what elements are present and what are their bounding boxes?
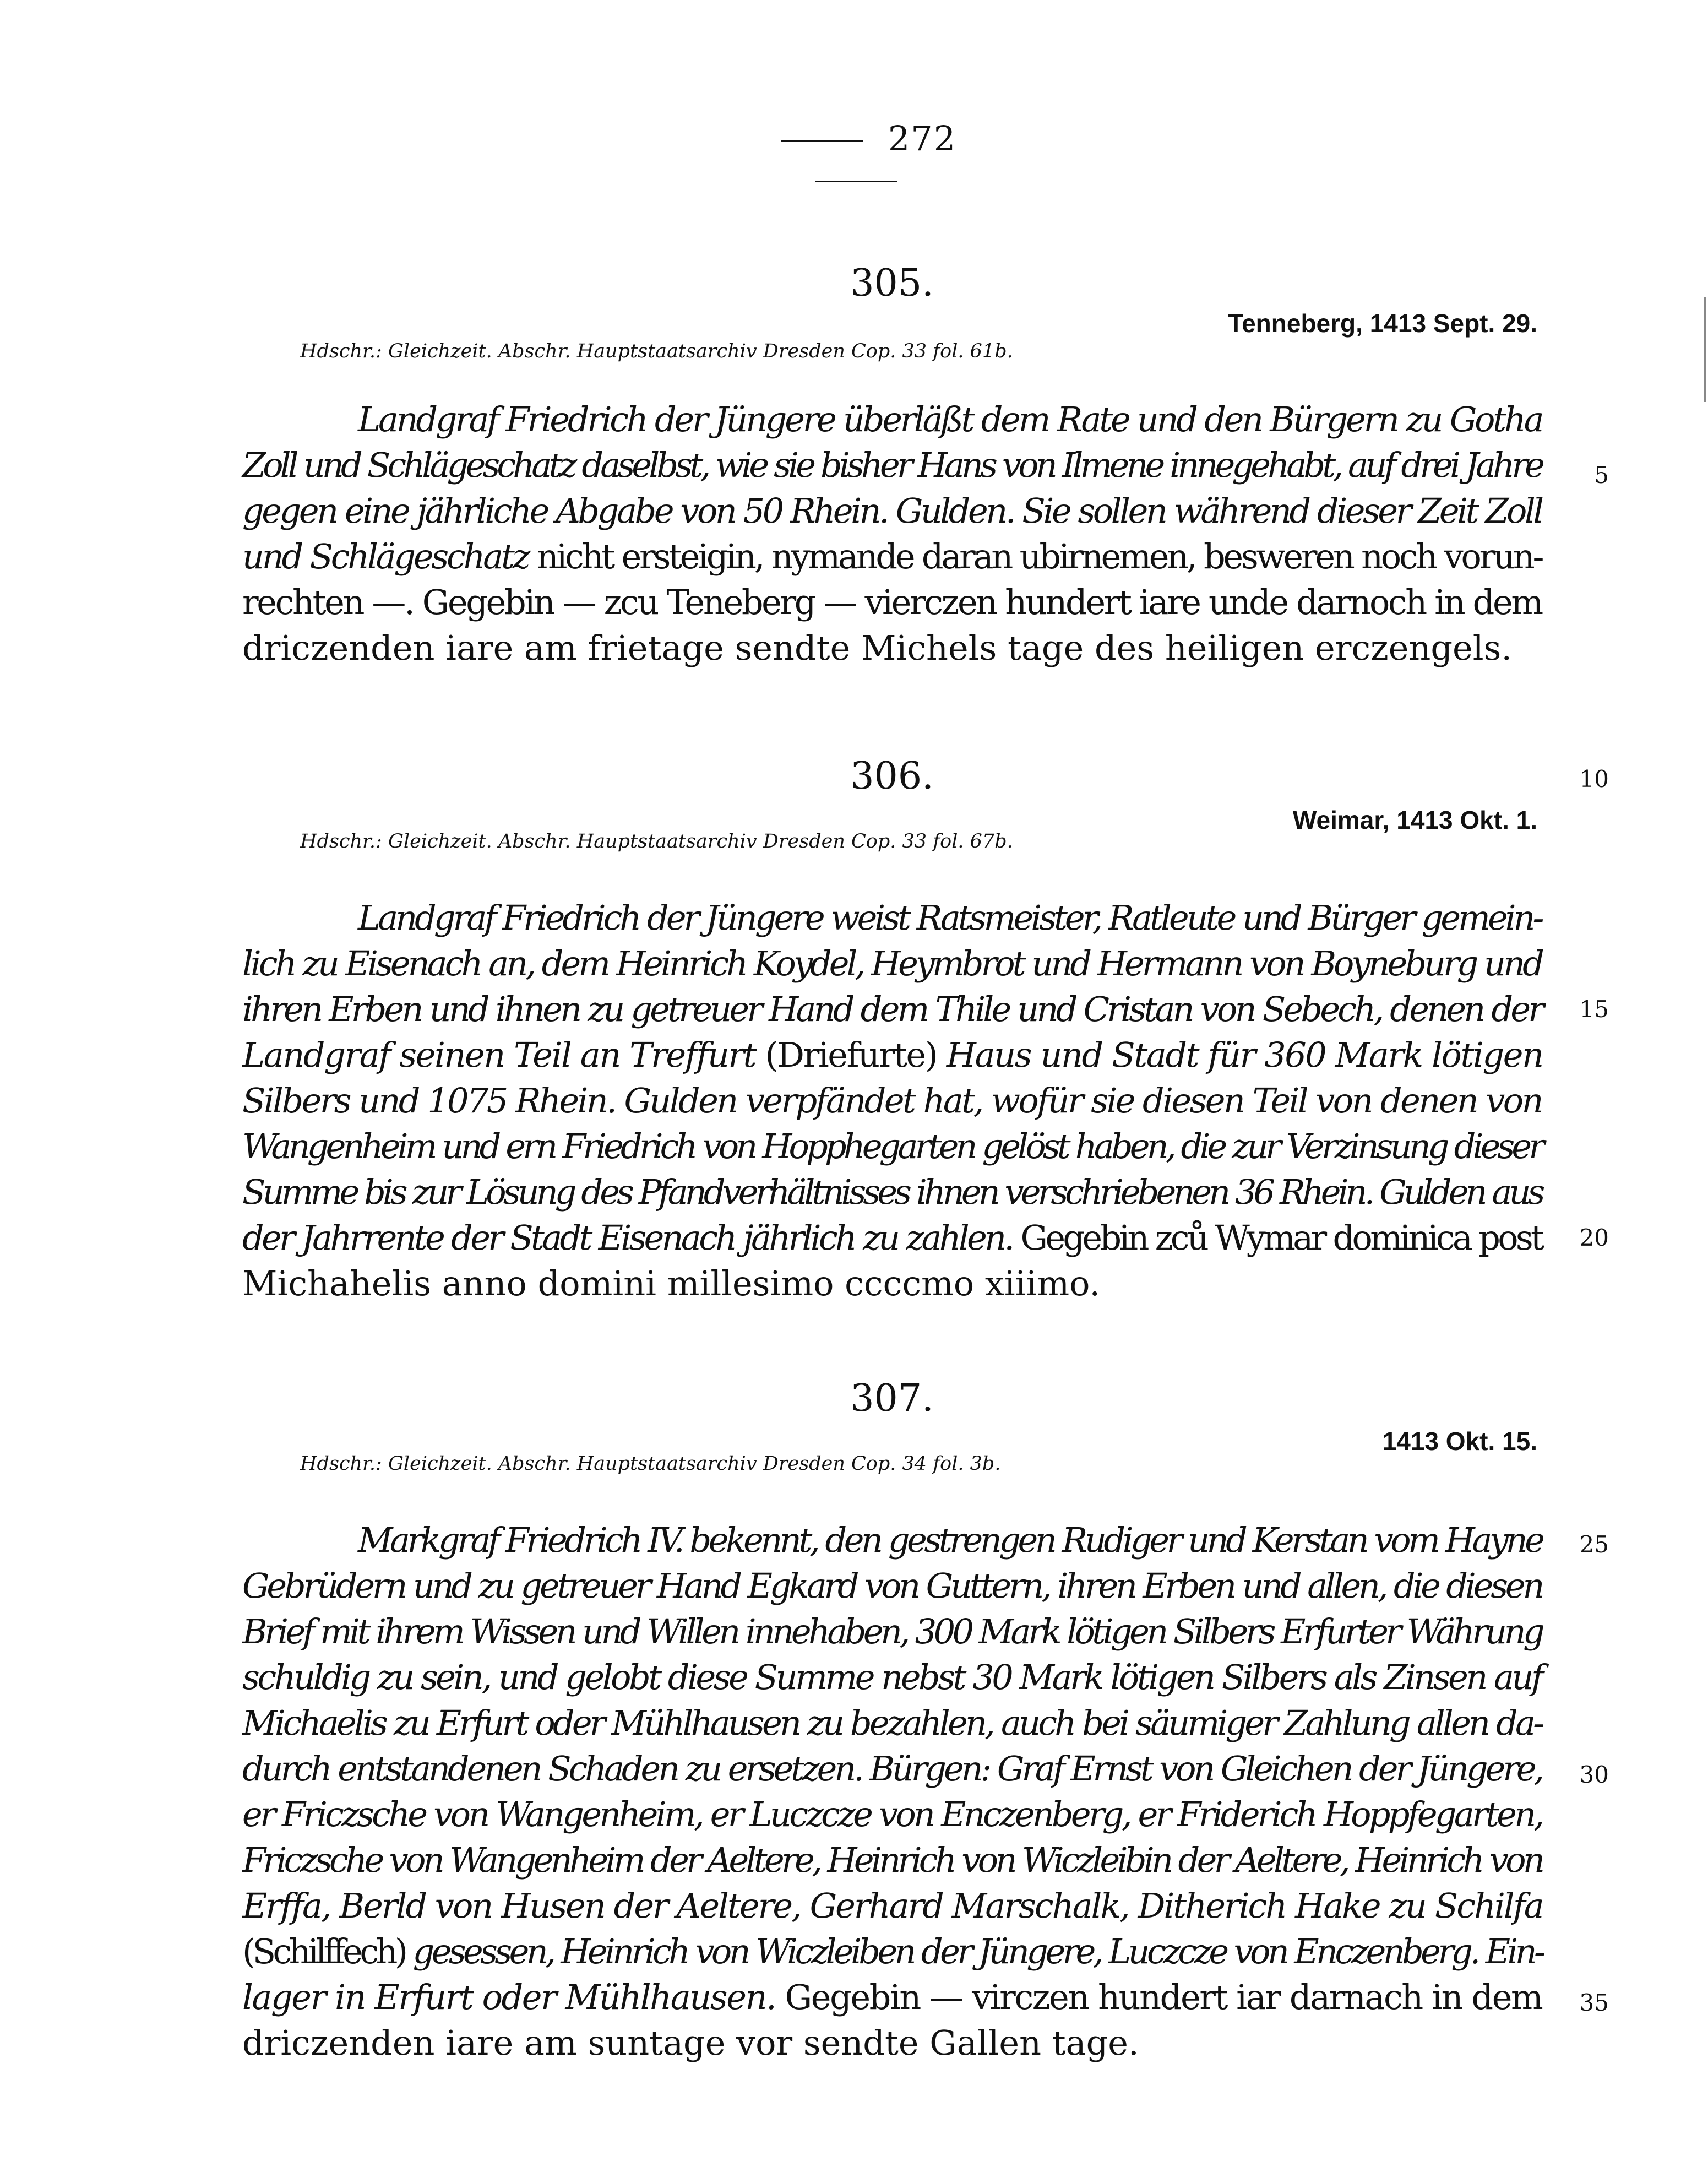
italic-text-segment: der Jahrrente der Stadt Eisenach jährlich zu zahlen. xyxy=(242,1218,1013,1258)
italic-text-segment: und Schlägeschatz xyxy=(242,536,529,577)
roman-text-segment: Gegebin — virczen hundert iar darnach in dem xyxy=(775,1977,1542,2017)
margin-line-number: 5 xyxy=(1594,461,1609,488)
text-line xyxy=(242,1837,1542,1883)
document-source: Hdschr.: Gleichzeit. Abschr. Hauptstaatsarchiv Dresden Cop. 33 fol. 61b. xyxy=(300,340,1013,362)
italic-text-segment: Brief mit ihrem Wissen und Willen innehaben, 300 Mark lötigen Silbers Erfurter Währung xyxy=(242,1611,1542,1652)
text-line xyxy=(242,2020,1542,2066)
italic-text-segment: Landgraf Friedrich der Jüngere überläßt dem Rate und den Bürgern zu Gotha xyxy=(358,399,1542,439)
text-line xyxy=(242,488,1542,534)
document-place-date: Weimar, 1413 Okt. 1. xyxy=(1292,806,1537,834)
text-line xyxy=(242,1261,1542,1306)
page-number xyxy=(732,118,980,199)
italic-text-segment: Markgraf Friedrich IV. bekennt, den gestrengen Rudiger und Kerstan vom Hayne xyxy=(358,1520,1542,1560)
text-line xyxy=(242,1517,1542,1563)
margin-line-number: 35 xyxy=(1579,1989,1609,2016)
document-source: Hdschr.: Gleichzeit. Abschr. Hauptstaatsarchiv Dresden Cop. 33 fol. 67b. xyxy=(300,830,1013,852)
italic-text-segment: Haus und Stadt für 360 Mark lötigen xyxy=(946,1035,1543,1075)
roman-text-segment: Michahelis anno domini millesimo ccccmo xiiimo. xyxy=(242,1263,1101,1304)
italic-text-segment: Zoll und Schlägeschatz daselbst, wie sie bisher Hans von Ilmene innegehabt, auf drei Jahre xyxy=(242,445,1542,485)
roman-text-segment: nicht ersteigin, nymande daran ubirnemen, besweren noch vorun- xyxy=(528,536,1542,577)
scan-edge-mark xyxy=(1704,297,1706,402)
text-line xyxy=(242,1078,1542,1123)
italic-text-segment: durch entstandenen Schaden zu ersetzen. Bürgen: Graf Ernst von Gleichen der Jüngere, xyxy=(242,1748,1542,1789)
document-number: 307. xyxy=(850,1377,934,1420)
text-line xyxy=(242,1032,1542,1078)
text-line xyxy=(242,625,1542,671)
text-line xyxy=(242,1215,1542,1261)
document-number: 305. xyxy=(850,262,934,305)
document-place-date: 1413 Okt. 15. xyxy=(1382,1427,1537,1456)
document-place-date: Tenneberg, 1413 Sept. 29. xyxy=(1228,309,1537,338)
page-number-text: 272 xyxy=(888,118,957,159)
italic-text-segment: Silbers und 1075 Rhein. Gulden verpfändet hat, wofür sie diesen Teil von denen von xyxy=(242,1080,1542,1121)
text-line xyxy=(242,1929,1542,1974)
text-line xyxy=(242,1700,1542,1746)
italic-text-segment: er Friczsche von Wangenheim, er Luczcze von Enczenberg, er Friderich Hoppfegarten, xyxy=(242,1794,1542,1834)
italic-text-segment: lich zu Eisenach an, dem Heinrich Koydel, Heymbrot und Hermann von Boyneburg und xyxy=(242,943,1542,984)
document-regest xyxy=(242,397,1542,671)
margin-line-number: 10 xyxy=(1579,765,1609,792)
italic-text-segment: gesessen, Heinrich von Wiczleiben der Jüngere, Luczcze von Enczenberg. Ein- xyxy=(412,1931,1543,1972)
italic-text-segment: ihren Erben und ihnen zu getreuer Hand dem Thile und Cristan von Sebech, denen der xyxy=(242,989,1542,1029)
italic-text-segment: Landgraf seinen Teil an Treffurt xyxy=(242,1035,756,1075)
italic-text-segment: gegen eine jährliche Abgabe von 50 Rhein. Gulden. Sie sollen während dieser Zeit Zoll xyxy=(242,491,1542,531)
italic-text-segment: Wangenheim und ern Friedrich von Hopphegarten gelöst haben, die zur Verzinsung dieser xyxy=(242,1126,1542,1166)
roman-text-segment: (Driefurte) xyxy=(755,1035,947,1075)
text-line xyxy=(242,1169,1542,1215)
text-line xyxy=(242,1883,1542,1929)
document-regest xyxy=(242,895,1542,1306)
italic-text-segment: Friczsche von Wangenheim der Aeltere, Heinrich von Wiczleibin der Aeltere, Heinrich von xyxy=(242,1840,1542,1880)
italic-text-segment: Michaelis zu Erfurt oder Mühlhausen zu bezahlen, auch bei säumiger Zahlung allen da- xyxy=(242,1703,1542,1743)
text-line xyxy=(242,895,1542,941)
document-regest xyxy=(242,1517,1542,2066)
italic-text-segment: Summe bis zur Lösung des Pfandverhältnisses ihnen verschriebenen 36 Rhein. Gulden aus xyxy=(242,1172,1542,1212)
roman-text-segment: driczenden iare am frietage sendte Michels tage des heiligen erczengels. xyxy=(242,628,1513,668)
text-line xyxy=(242,1746,1542,1791)
margin-line-number: 15 xyxy=(1579,996,1609,1023)
italic-text-segment: Erffa, Berld von Husen der Aeltere, Gerhard Marschalk, Ditherich Hake zu Schilfa xyxy=(242,1886,1543,1926)
italic-text-segment: Gebrüdern und zu getreuer Hand Egkard von Guttern, ihren Erben und allen, die diesen xyxy=(242,1566,1542,1606)
text-line xyxy=(242,579,1542,625)
margin-line-number: 25 xyxy=(1579,1531,1609,1558)
text-line xyxy=(242,1654,1542,1700)
text-line xyxy=(242,986,1542,1032)
text-line xyxy=(242,941,1542,986)
text-line xyxy=(242,1791,1542,1837)
text-line xyxy=(242,534,1542,579)
text-line xyxy=(242,397,1542,442)
margin-line-number: 20 xyxy=(1579,1224,1609,1251)
italic-text-segment: Landgraf Friedrich der Jüngere weist Ratsmeister, Ratleute und Bürger gemein- xyxy=(358,898,1542,938)
text-line xyxy=(242,1123,1542,1169)
italic-text-segment: schuldig zu sein, und gelobt diese Summe nebst 30 Mark lötigen Silbers als Zinsen auf xyxy=(242,1657,1542,1697)
roman-text-segment: Gegebin zců Wymar dominica post xyxy=(1012,1218,1542,1258)
text-line xyxy=(242,1974,1542,2020)
document-number: 306. xyxy=(850,754,934,798)
text-line xyxy=(242,1609,1542,1654)
roman-text-segment: driczenden iare am suntage vor sendte Gallen tage. xyxy=(242,2023,1139,2063)
margin-line-number: 30 xyxy=(1579,1761,1609,1788)
page-number-dash-left xyxy=(781,140,863,142)
document-source: Hdschr.: Gleichzeit. Abschr. Hauptstaatsarchiv Dresden Cop. 34 fol. 3b. xyxy=(300,1453,1001,1475)
italic-text-segment: lager in Erfurt oder Mühlhausen. xyxy=(242,1977,776,2017)
text-line xyxy=(242,442,1542,488)
roman-text-segment: (Schilffech) xyxy=(242,1931,413,1972)
page-number-dash-right xyxy=(815,181,897,182)
roman-text-segment: rechten —. Gegebin — zcu Teneberg — vierczen hundert iare unde darnoch in dem xyxy=(242,582,1542,622)
text-line xyxy=(242,1563,1542,1609)
